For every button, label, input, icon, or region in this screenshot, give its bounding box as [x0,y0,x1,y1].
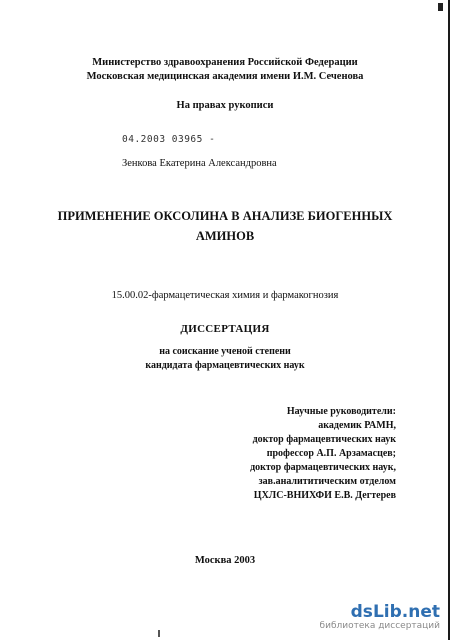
ministry-header [0,56,450,84]
ministry-line-2: Московская медицинская академия имени И.М. Сеченова [86,71,364,82]
degree-line-1: на соискание ученой степени [159,346,291,357]
registration-stamp: 04.2003 03965 - [122,134,216,145]
logo-lib: Lib [372,602,402,622]
rights-notice: На правах рукописи [176,100,274,111]
title-line-2: АМИНОВ [195,229,255,243]
specialty-code: 15.00.02-фармацетическая химия и фармакогнозия [111,290,339,301]
advisor-line: доктор фармацевтических наук [252,434,396,445]
watermark-subtitle: библиотека диссертаций [319,621,440,631]
logo-net: .net [401,602,440,622]
advisor-line: профессор А.П. Арзамасцев; [266,448,396,459]
author-name: Зенкова Екатерина Александровна [122,158,277,169]
degree-line-2: кандидата фармацевтических наук [145,360,305,371]
dslib-logo [320,603,440,621]
advisor-line: ЦХЛС-ВНИХФИ Е.В. Дегтерев [253,490,396,501]
advisor-line: зав.аналититическим отделом [258,476,396,487]
dissertation-title [0,206,450,246]
dslib-watermark [320,603,440,632]
advisor-line: доктор фармацевтических наук, [250,462,396,473]
title-line-1: ПРИМЕНЕНИЕ ОКСОЛИНА В АНАЛИЗЕ БИОГЕННЫХ [57,209,393,223]
advisors-block [250,405,396,503]
city-year: Москва 2003 [194,555,256,566]
ministry-line-1: Министерство здравоохранения Российской Федерации [92,57,358,68]
logo-ds: ds [350,602,373,622]
footer-mark [158,630,160,637]
advisor-line: Научные руководители: [286,406,396,417]
degree-info [0,345,450,373]
scan-corner-mark [438,3,443,11]
document-type: ДИССЕРТАЦИЯ [180,323,270,335]
advisor-line: академик РАМН, [318,420,396,431]
